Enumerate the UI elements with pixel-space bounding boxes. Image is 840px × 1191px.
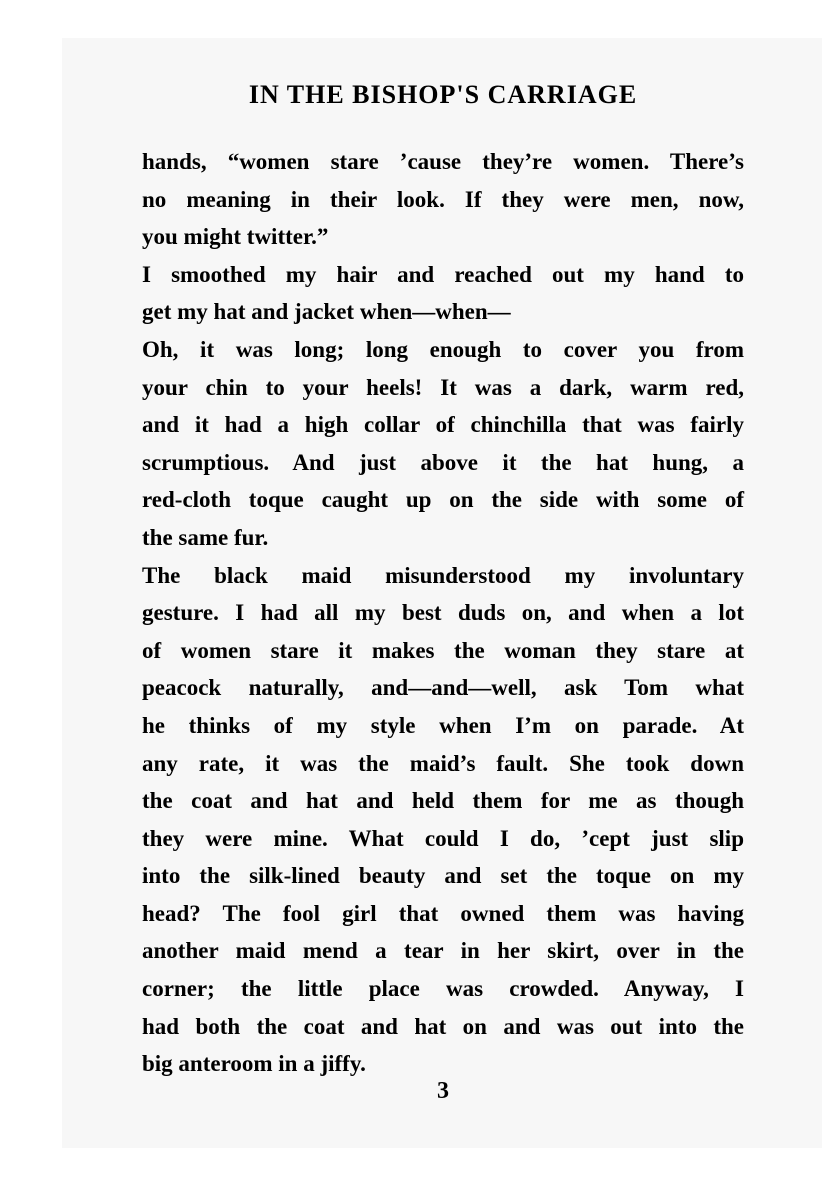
text-line: they were mine. What could I do, ’cept just slip [142, 825, 744, 851]
text-line: red-cloth toque caught up on the side with some of [142, 487, 744, 513]
text-line: Oh, it was long; long enough to cover you from [142, 336, 744, 362]
running-head: IN THE BISHOP'S CARRIAGE [248, 80, 638, 109]
text-line: I smoothed my hair and reached out my hand to [142, 261, 744, 287]
text-line: had both the coat and hat on and was out into the [142, 1013, 744, 1039]
text-line: big anteroom in a jiffy. [142, 1051, 366, 1077]
text-line: scrumptious. And just above it the hat hung, a [142, 449, 744, 475]
text-line: hands, “women stare ’cause they’re women. There’s [142, 149, 744, 174]
text-line: he thinks of my style when I’m on parade. At [142, 712, 744, 738]
text-line: head? The fool girl that owned them was having [142, 900, 744, 926]
text-line: you might twitter.” [142, 224, 329, 250]
text-line: corner; the little place was crowded. Anyway, I [142, 976, 744, 1002]
text-line: get my hat and jacket when—when— [142, 299, 511, 325]
text-line: The black maid misunderstood my involuntary [142, 562, 744, 588]
text-line: into the silk-lined beauty and set the toque on my [142, 863, 744, 889]
text-line: peacock naturally, and—and—well, ask Tom what [142, 675, 744, 701]
text-line: the coat and hat and held them for me as though [142, 788, 744, 814]
text-line: no meaning in their look. If they were men, now, [142, 186, 744, 212]
text-line: any rate, it was the maid’s fault. She took down [142, 750, 744, 776]
body-text [142, 143, 744, 1083]
text-line: your chin to your heels! It was a dark, warm red, [142, 374, 744, 400]
page-number: 3 [437, 1078, 449, 1104]
text-line: another maid mend a tear in her skirt, over in the [142, 938, 744, 964]
text-line: and it had a high collar of chinchilla that was fairly [142, 412, 744, 438]
text-line: gesture. I had all my best duds on, and when a lot [142, 600, 744, 626]
text-line: of women stare it makes the woman they stare at [142, 637, 744, 663]
text-line: the same fur. [142, 524, 269, 550]
